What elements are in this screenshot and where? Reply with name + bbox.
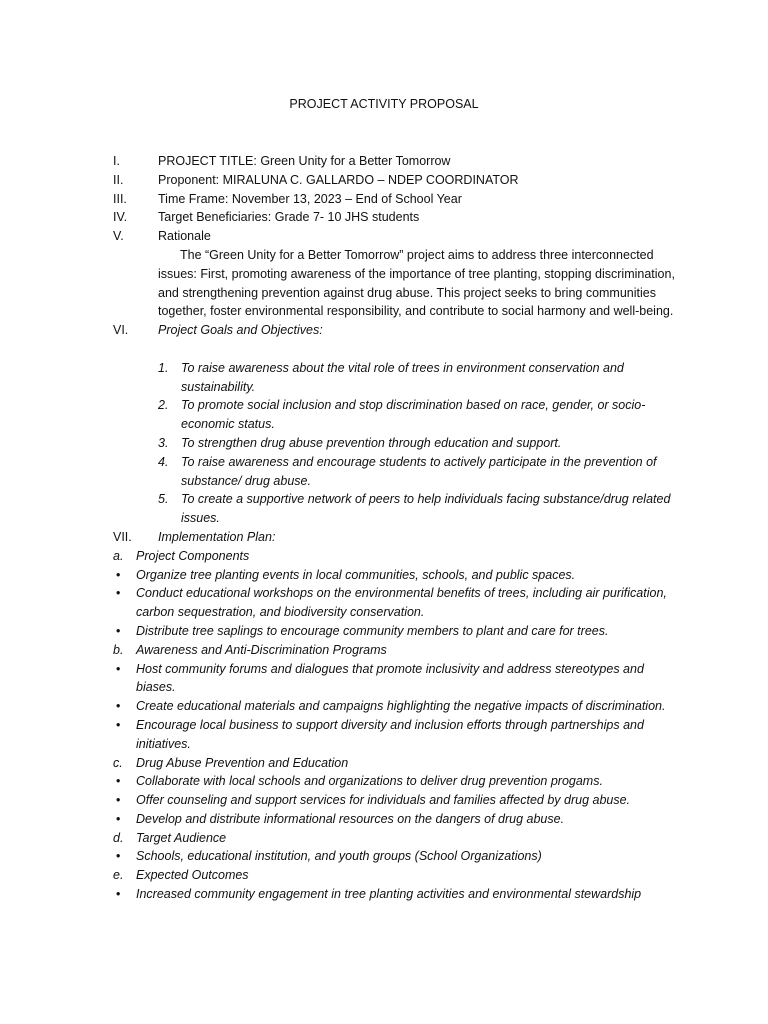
list-text: Collaborate with local schools and organizations to deliver drug prevention progams. [136, 774, 603, 789]
list-marker: b. [113, 642, 124, 657]
list-text: To create a supportive network of peers to help individuals facing substance/drug related issues. [181, 492, 671, 526]
list-item [0, 359, 768, 397]
list-text: Target Audience [136, 830, 227, 845]
section-beneficiaries [0, 208, 768, 227]
list-text: To raise awareness and encourage students to actively participate in the prevention of substance/ drug abuse. [181, 454, 657, 488]
list-item [0, 810, 768, 829]
bullet-icon: • [116, 567, 121, 582]
list-marker: a. [113, 548, 124, 563]
section-time-frame [0, 190, 768, 209]
section-heading: Implementation Plan: [158, 529, 276, 544]
section-number: I. [113, 154, 120, 168]
list-text: Drug Abuse Prevention and Education [136, 755, 349, 770]
section-text: Rationale [158, 229, 211, 244]
list-text: Awareness and Anti-Discrimination Programs [136, 642, 387, 657]
subsection-heading [0, 829, 768, 848]
section-text: Target Beneficiaries: Grade 7- 10 JHS students [158, 210, 420, 225]
list-item [0, 791, 768, 810]
list-item [0, 622, 768, 641]
bullet-icon: • [116, 623, 121, 638]
rationale-paragraph: The “Green Unity for a Better Tomorrow” project aims to address three interconnected issues: First, promoting awareness of the importance of tree planting, stopping discrimination, and strengthening prevention against drug abuse. This project seeks to bring communities together, foster environmental responsibility, and contribute to social harmony and well-being. [158, 247, 675, 319]
list-text: Expected Outcomes [136, 868, 249, 883]
subsection-heading [0, 641, 768, 660]
list-item [0, 885, 768, 904]
list-text: To raise awareness about the vital role of trees in environment conservation and sustainability. [181, 360, 624, 394]
section-number: IV. [113, 210, 128, 225]
list-number: 3. [158, 435, 169, 450]
list-item [0, 660, 768, 698]
list-item [0, 396, 768, 434]
subsection-heading [0, 866, 768, 885]
list-text: To strengthen drug abuse prevention through education and support. [181, 435, 562, 450]
list-item [0, 566, 768, 585]
list-text: Distribute tree saplings to encourage community members to plant and care for trees. [136, 623, 609, 638]
list-text: Host community forums and dialogues that promote inclusivity and address stereotypes and biases. [136, 661, 644, 695]
bullet-icon: • [116, 849, 121, 864]
bullet-icon: • [116, 774, 121, 789]
bullet-icon: • [116, 586, 121, 601]
list-text: Increased community engagement in tree planting activities and environmental stewardship [136, 887, 642, 902]
bullet-icon: • [116, 699, 121, 714]
section-rationale [0, 227, 768, 246]
list-number: 1. [158, 360, 169, 375]
list-text: Offer counseling and support services for individuals and families affected by drug abuse. [136, 793, 631, 808]
list-text: Conduct educational workshops on the environmental benefits of trees, including air purification, carbon sequestration, and biodiversity conservation. [136, 586, 667, 620]
list-item [0, 847, 768, 866]
list-number: 4. [158, 454, 169, 469]
list-text: Project Components [136, 548, 250, 563]
section-title [0, 152, 768, 171]
implementation-list [0, 547, 768, 904]
list-text: Schools, educational institution, and youth groups (School Organizations) [136, 849, 542, 864]
list-text: To promote social inclusion and stop discrimination based on race, gender, or socio-economic status. [181, 398, 646, 432]
document-title: PROJECT ACTIVITY PROPOSAL [289, 97, 479, 111]
list-item [0, 453, 768, 491]
section-number: VII. [113, 529, 132, 544]
list-item [0, 490, 768, 528]
list-text: Develop and distribute informational resources on the dangers of drug abuse. [136, 811, 565, 826]
section-number: V. [113, 229, 124, 244]
section-goals [0, 321, 768, 340]
list-marker: e. [113, 868, 124, 883]
section-number: II. [113, 172, 124, 187]
list-text: Create educational materials and campaigns highlighting the negative impacts of discrimination. [136, 699, 666, 714]
section-number: VI. [113, 323, 129, 338]
bullet-icon: • [116, 887, 121, 902]
list-number: 2. [158, 398, 169, 413]
subsection-heading [0, 754, 768, 773]
goals-list [0, 359, 768, 528]
document-body [0, 152, 768, 904]
list-text: Encourage local business to support diversity and inclusion efforts through partnerships and initiatives. [136, 717, 644, 751]
section-proponent [0, 171, 768, 190]
section-text: PROJECT TITLE: Green Unity for a Better Tomorrow [158, 154, 451, 168]
list-text: Organize tree planting events in local communities, schools, and public spaces. [136, 567, 576, 582]
list-item [0, 434, 768, 453]
bullet-icon: • [116, 661, 121, 676]
subsection-heading [0, 547, 768, 566]
list-item [0, 716, 768, 754]
bullet-icon: • [116, 717, 121, 732]
list-marker: d. [113, 830, 124, 845]
section-text: Proponent: MIRALUNA C. GALLARDO – NDEP COORDINATOR [158, 172, 519, 187]
section-text: Time Frame: November 13, 2023 – End of School Year [158, 191, 462, 206]
list-item [0, 697, 768, 716]
list-item [0, 772, 768, 791]
list-number: 5. [158, 492, 169, 507]
section-number: III. [113, 191, 127, 206]
bullet-icon: • [116, 811, 121, 826]
list-marker: c. [113, 755, 123, 770]
section-heading: Project Goals and Objectives: [158, 323, 323, 338]
section-implementation [0, 528, 768, 547]
bullet-icon: • [116, 793, 121, 808]
list-item [0, 584, 768, 622]
